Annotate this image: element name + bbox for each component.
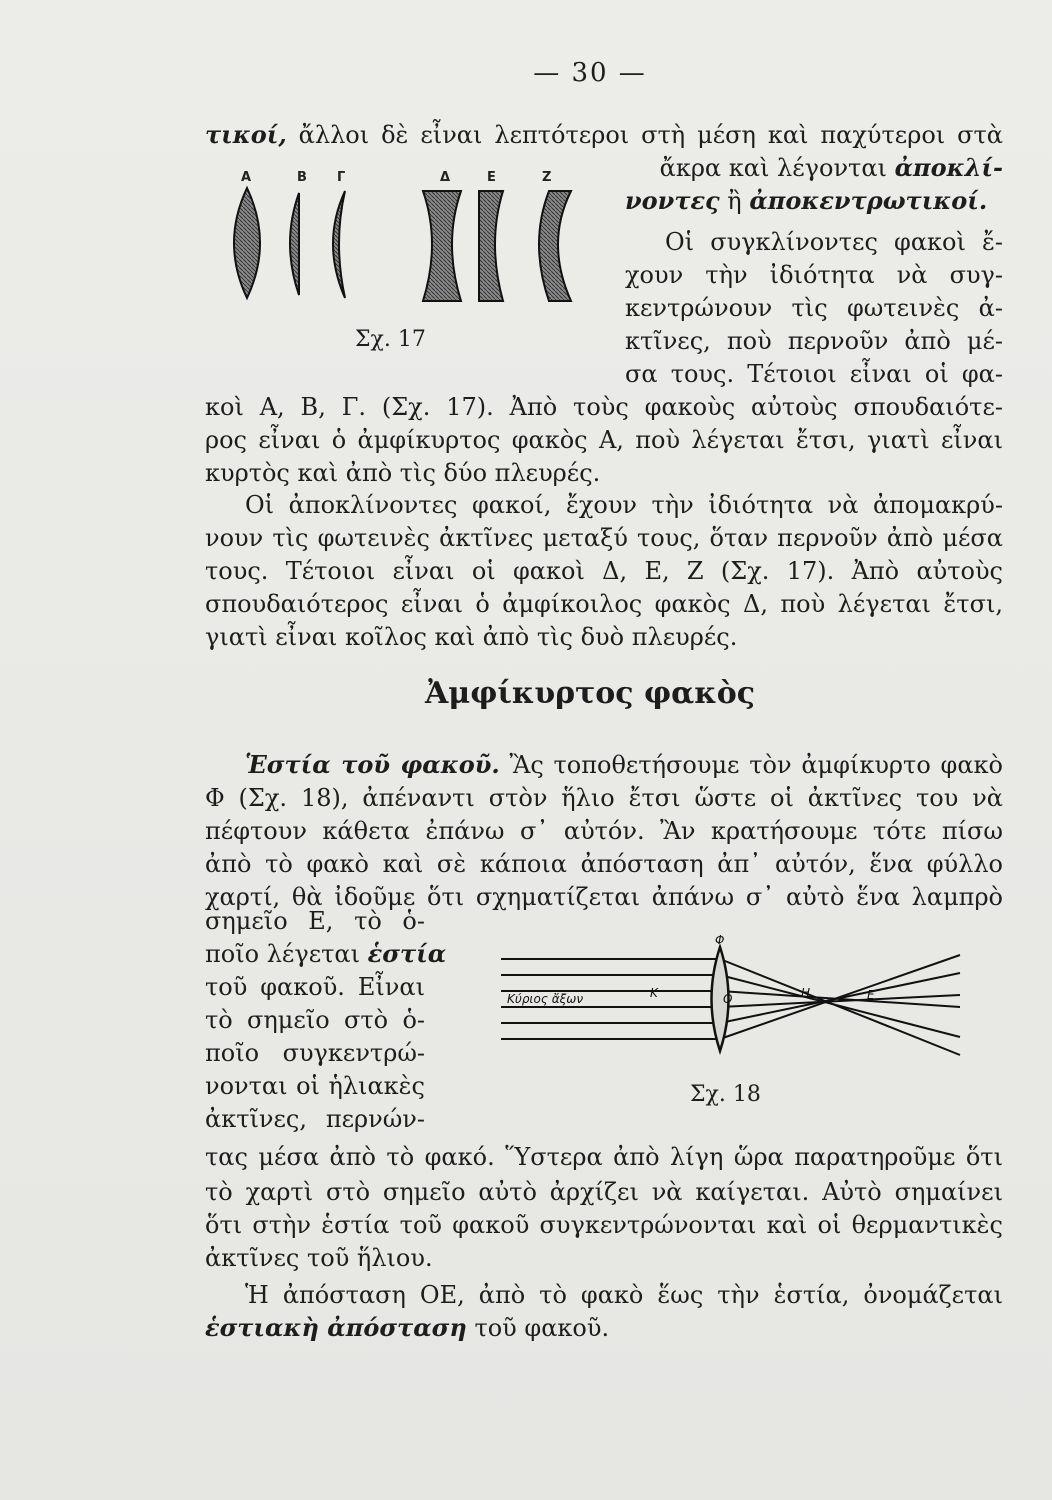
figure-18-focus-diagram: [495, 935, 975, 1065]
lens-label-b: Β: [297, 170, 307, 185]
text-line: κεντρώνουν τὶς φωτεινὲς ἀ-: [625, 294, 1003, 322]
text-line: νοντες ἢ ἀποκεντρωτικοί.: [625, 186, 988, 215]
text-line: χαρτί, θὰ ἰδοῦμε ὅτι σχηματίζεται ἀπάνω σ᾿ αὐτὸ ἕνα λαμπρὸ: [205, 883, 1003, 911]
lens-label-z: Ζ: [542, 170, 552, 185]
bold-term: ἀποκεντρωτικοί.: [749, 186, 988, 215]
text-line: Ἡ ἀπόσταση ΟΕ, ἀπὸ τὸ φακὸ ἕως τὴν ἑστία, ὀνομάζεται: [245, 1281, 1003, 1309]
text-line: ἑστιακὴ ἀπόσταση τοῦ φακοῦ.: [205, 1313, 610, 1342]
lens-label-e: Ε: [487, 170, 496, 185]
text-line: Οἱ ἀποκλίνοντες φακοί, ἔχουν τὴν ἰδιότητα νὰ ἀπομακρύ-: [245, 491, 1003, 519]
lens-z-meniscus: [539, 191, 571, 301]
text-line: Οἱ συγκλίνοντες φακοὶ ἔ-: [665, 228, 1003, 256]
figure-17-caption: Σχ. 17: [355, 327, 426, 352]
text-line: σα τους. Τέτοιοι εἶναι οἱ φα-: [625, 360, 1003, 388]
figure-18-caption: Σχ. 18: [690, 1082, 761, 1107]
lens-label-f: Φ: [715, 935, 725, 947]
bold-term: νοντες: [625, 186, 720, 215]
lens-g-meniscus: [333, 191, 345, 298]
lens-d-biconcave: [423, 191, 461, 301]
text-line: νονται οἱ ἡλιακὲς: [205, 1072, 425, 1100]
text-line: ποῖο συγκεντρώ-: [205, 1039, 425, 1067]
text-line: τοῦ φακοῦ. Εἶναι: [205, 973, 425, 1001]
text-line: ρος εἶναι ὁ ἀμφίκυρτος φακὸς Α, ποὺ λέγεται ἔτσι, γιατὶ εἶναι: [205, 426, 1003, 454]
label-e: Ε: [867, 988, 875, 1002]
page-number: — 30 —: [533, 58, 647, 88]
text-line: σημεῖο Ε, τὸ ὁ-: [205, 907, 425, 935]
text-line: Φ (Σχ. 18), ἀπέναντι στὸν ἥλιο ἔτσι ὥστε οἱ ἀκτῖνες του νὰ: [205, 784, 1003, 812]
text-line: τικοί, ἄλλοι δὲ εἶναι λεπτότεροι στὴ μέση καὶ παχύτεροι στὰ: [205, 120, 1003, 149]
text-line: Ἑστία τοῦ φακοῦ. Ἂς τοποθετήσουμε τὸν ἀμφίκυρτο φακὸ: [245, 750, 1003, 779]
bold-term: ἀποκλί-: [894, 153, 1003, 182]
text-line: ποῖο λέγεται ἑστία: [205, 939, 447, 968]
lens-e-planoconcave: [479, 191, 503, 301]
text-line: ἀκτῖνες τοῦ ἥλιου.: [205, 1244, 433, 1272]
bold-term: ἑστιακὴ ἀπόσταση: [205, 1313, 467, 1342]
text-line: κτῖνες, ποὺ περνοῦν ἀπὸ μέ-: [625, 327, 1003, 355]
text-line: πέφτουν κάθετα ἐπάνω σ᾿ αὐτόν. Ἂν κρατήσουμε τότε πίσω: [205, 817, 1003, 845]
lens-b-planoconvex: [290, 193, 299, 295]
text-line: τὸ χαρτὶ στὸ σημεῖο αὐτὸ ἀρχίζει νὰ καίγεται. Αὐτὸ σημαίνει: [205, 1178, 1003, 1206]
text-line: τους. Τέτοιοι εἶναι οἱ φακοὶ Δ, Ε, Ζ (Σχ. 17). Ἀπὸ αὐτοὺς: [205, 557, 1003, 585]
lens-label-d: Δ: [440, 170, 451, 185]
label-o: Ο: [723, 992, 733, 1006]
axis-label: Κύριος ἄξων: [507, 992, 584, 1006]
text-line: κυρτὸς καὶ ἀπὸ τὶς δύο πλευρές.: [205, 459, 601, 487]
text-line: ἀκτῖνες, περνών-: [205, 1105, 425, 1133]
section-heading: Ἀμφίκυρτος φακὸς: [424, 676, 756, 711]
lens-label-g: Γ: [337, 170, 346, 185]
label-h: Η: [801, 986, 811, 1000]
label-k: Κ: [650, 986, 658, 1000]
text-line: γιατὶ εἶναι κοῖλος καὶ ἀπὸ τὶς δυὸ πλευρές.: [205, 623, 738, 651]
text-line: σπουδαιότερος εἶναι ὁ ἀμφίκοιλος φακὸς Δ, ποὺ λέγεται ἔτσι,: [205, 590, 1003, 618]
text-line: τὸ σημεῖο στὸ ὁ-: [205, 1006, 425, 1034]
text-line: ὅτι στὴν ἑστία τοῦ φακοῦ συγκεντρώνονται καὶ οἱ θερμαντικὲς: [205, 1211, 1003, 1239]
text-line: ἄκρα καὶ λέγονται ἀποκλί-: [659, 153, 1003, 182]
bold-term: ἑστία: [367, 939, 447, 968]
text-line: ἀπὸ τὸ φακὸ καὶ σὲ κάποια ἀπόσταση ἀπ᾿ αὐτόν, ἕνα φύλλο: [205, 850, 1003, 878]
text-line: νουν τὶς φωτεινὲς ἀκτῖνες μεταξύ τους, ὅταν περνοῦν ἀπὸ μέσα: [205, 524, 1003, 552]
text-line: τας μέσα ἀπὸ τὸ φακό. Ὕστερα ἀπὸ λίγη ὥρα παρατηροῦμε ὅτι: [205, 1143, 1003, 1171]
text-line: κοὶ Α, Β, Γ. (Σχ. 17). Ἀπὸ τοὺς φακοὺς αὐτοὺς σπουδαιότε-: [205, 393, 1003, 421]
bold-term: τικοί,: [205, 120, 287, 149]
bold-term: Ἑστία τοῦ φακοῦ.: [245, 750, 500, 779]
lens-a-biconvex: [234, 188, 260, 298]
text-line: χουν τὴν ἰδιότητα νὰ συγ-: [625, 261, 1003, 289]
lens-label-a: Α: [241, 170, 252, 185]
